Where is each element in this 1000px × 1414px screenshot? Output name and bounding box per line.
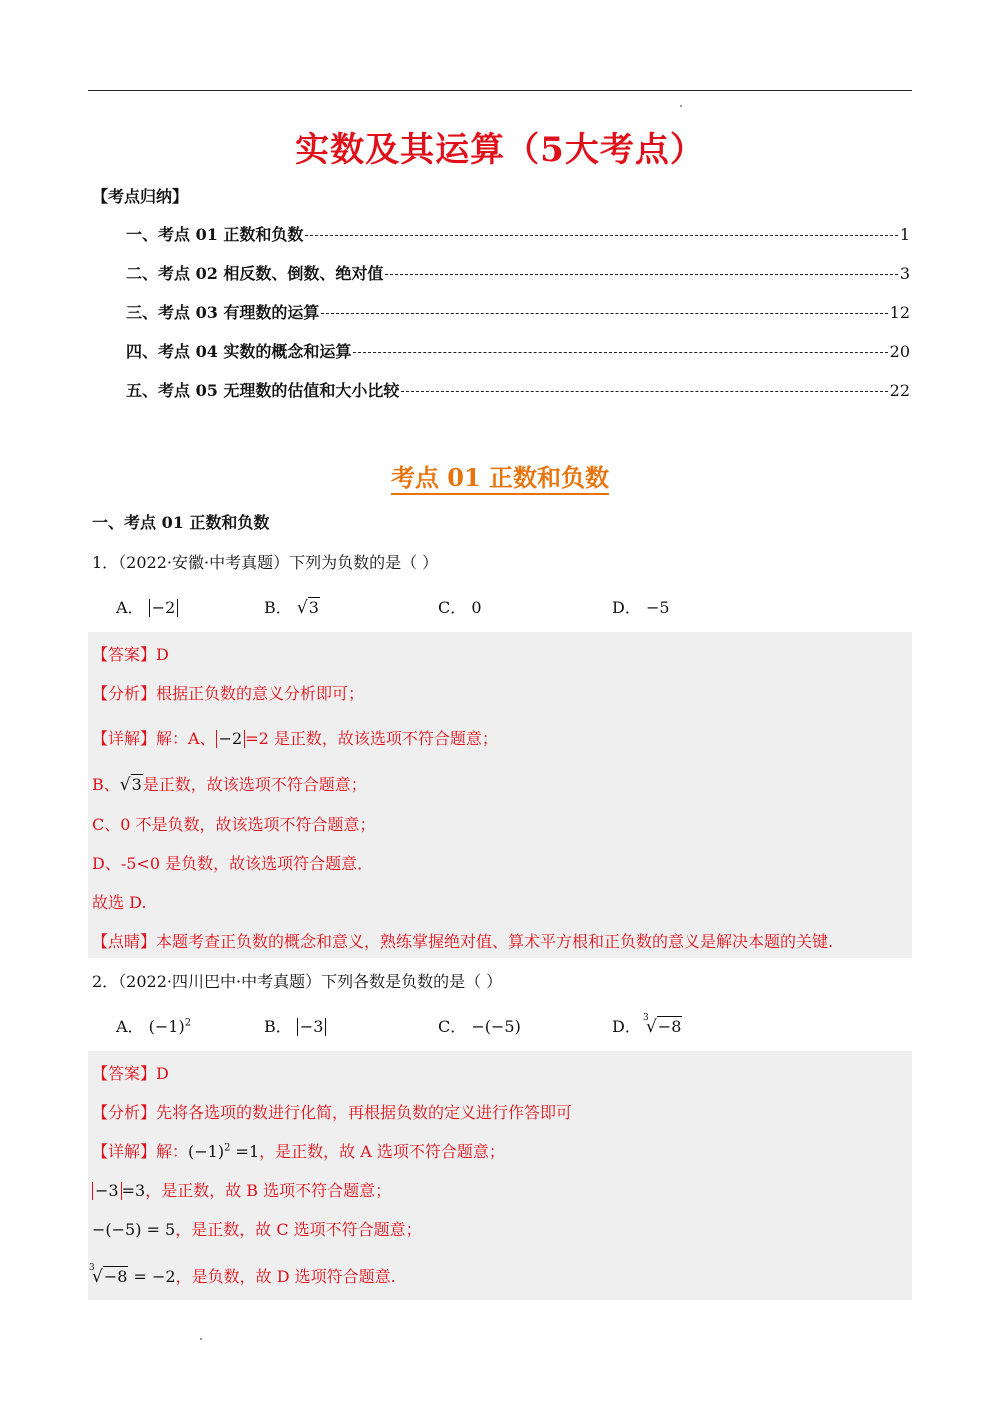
- detail-prefix: 【详解】解：A、: [92, 729, 216, 748]
- q1-detail-a: [92, 726, 498, 749]
- toc-item-page: 1: [899, 225, 910, 244]
- math-expression: −(−5) = 5: [92, 1220, 176, 1239]
- scan-dot: [680, 105, 682, 107]
- math-expression: [188, 1142, 259, 1161]
- math-expression: [89, 1263, 176, 1287]
- root-index: 3: [89, 1263, 95, 1273]
- option-label: C．: [438, 598, 467, 617]
- option-label: B．: [264, 1017, 292, 1036]
- toc-item[interactable]: [126, 261, 910, 285]
- q1-option-b: [264, 595, 320, 618]
- q2-detail-d: [89, 1263, 396, 1287]
- math-result: = −2: [128, 1267, 176, 1286]
- math-result: =1: [230, 1142, 260, 1161]
- detail-prefix: 【详解】解：: [92, 1142, 189, 1161]
- toc-leader: [321, 313, 887, 314]
- header-rule: [88, 90, 912, 91]
- root-argument: −8: [103, 1267, 128, 1286]
- option-value: −2: [149, 599, 179, 617]
- option-exponent: 2: [184, 1017, 192, 1029]
- option-label: D．: [612, 1017, 641, 1036]
- detail-text: ，是正数，故 C 选项不符合题意；: [175, 1220, 422, 1239]
- detail-text: 是正数，故该选项不符合题意；: [142, 775, 367, 794]
- page-title: 实数及其运算（5大考点）: [295, 130, 705, 170]
- toc-item[interactable]: [126, 339, 910, 363]
- option-label: B．: [264, 598, 292, 617]
- detail-text: ，是正数，故 A 选项不符合题意；: [259, 1142, 505, 1161]
- abs-value-expression: −2: [216, 730, 246, 748]
- q1-detail-d: D、-5<0 是负数，故该选项符合题意．: [92, 854, 374, 873]
- option-value: 3: [308, 598, 319, 617]
- root-index: 3: [642, 1013, 649, 1023]
- sqrt-expression: √3: [296, 598, 319, 618]
- q2-option-d: [612, 1014, 682, 1037]
- sqrt-expression: √3: [119, 775, 142, 795]
- q1-comment: 【点睛】本题考查正负数的概念和意义，熟练掌握绝对值、算术平方根和正负数的意义是解决本题的关键.: [92, 932, 834, 951]
- cube-root-expression: 3 √−8: [89, 1263, 128, 1287]
- detail-text: ，是负数，故 D 选项符合题意.: [175, 1267, 396, 1286]
- q2-option-b: [264, 1014, 326, 1037]
- toc-item[interactable]: [126, 300, 910, 324]
- subsection-heading: 一、考点 01 正数和负数: [92, 513, 270, 532]
- q2-detail-a: [92, 1139, 505, 1162]
- option-value: −(−5): [471, 1017, 521, 1036]
- section-heading-text: 考点 01 正数和负数: [391, 463, 609, 495]
- abs-value-expression: −3: [92, 1182, 122, 1200]
- q1-option-d: [612, 595, 670, 618]
- question-2-stem: 2．（2022·四川巴中·中考真题）下列各数是负数的是（ ）: [92, 972, 503, 991]
- option-label: D．: [612, 598, 641, 617]
- toc-leader: [353, 352, 887, 353]
- option-value: −5: [645, 598, 670, 617]
- option-label: C．: [438, 1017, 467, 1036]
- q2-option-a: [116, 1014, 191, 1037]
- toc-item-label: 一、考点 01 正数和负数: [126, 225, 304, 244]
- section-heading: [0, 458, 1000, 493]
- math-expression: [92, 1181, 145, 1200]
- option-value: −3: [297, 1018, 327, 1036]
- q2-detail-b: [92, 1178, 391, 1201]
- q1-option-c: [438, 595, 482, 618]
- q1-analysis: 【分析】根据正负数的意义分析即可；: [92, 684, 365, 703]
- toc-leader: [401, 391, 887, 392]
- cube-root-expression: 3 √−8: [642, 1013, 682, 1037]
- toc-item-label: 五、考点 05 无理数的估值和大小比较: [126, 381, 400, 400]
- scan-dot: [200, 1338, 202, 1340]
- q1-answer: 【答案】D: [92, 645, 169, 664]
- detail-prefix: B、: [92, 775, 120, 794]
- math-result: =3: [121, 1181, 146, 1200]
- toc-item-page: 20: [889, 342, 910, 361]
- option-label: A．: [116, 1017, 144, 1036]
- power-base: (−1): [188, 1142, 225, 1161]
- summary-label: 【考点归纳】: [92, 187, 189, 206]
- option-value: −8: [657, 1017, 682, 1036]
- option-value: 0: [471, 598, 482, 617]
- toc-leader: [305, 235, 897, 236]
- q2-option-c: [438, 1014, 521, 1037]
- toc-item[interactable]: [126, 222, 910, 246]
- power-exponent: 2: [224, 1142, 231, 1154]
- q2-detail-c: [92, 1217, 422, 1240]
- q1-detail-c: C、0 不是负数，故该选项不符合题意；: [92, 815, 376, 834]
- q1-choice: 故选 D.: [92, 893, 147, 912]
- toc-item-label: 三、考点 03 有理数的运算: [126, 303, 320, 322]
- toc-item[interactable]: [126, 378, 910, 402]
- toc-item-label: 二、考点 02 相反数、倒数、绝对值: [126, 264, 384, 283]
- q2-solution-box: [88, 1051, 912, 1300]
- toc-item-label: 四、考点 04 实数的概念和运算: [126, 342, 352, 361]
- question-1-stem: 1．（2022·安徽·中考真题）下列为负数的是（ ）: [92, 553, 439, 572]
- toc-leader: [385, 274, 897, 275]
- toc-item-page: 12: [889, 303, 910, 322]
- detail-text: ，是正数，故 B 选项不符合题意；: [145, 1181, 392, 1200]
- q2-analysis: 【分析】先将各选项的数进行化简，再根据负数的定义进行作答即可: [92, 1103, 573, 1122]
- q1-option-a: [116, 595, 178, 618]
- detail-text: =2 是正数，故该选项不符合题意；: [245, 729, 498, 748]
- option-label: A．: [116, 598, 144, 617]
- q1-detail-b: [92, 772, 367, 795]
- q2-answer: 【答案】D: [92, 1064, 169, 1083]
- sqrt-argument: 3: [131, 775, 142, 794]
- toc-item-page: 22: [889, 381, 910, 400]
- toc-item-page: 3: [899, 264, 910, 283]
- option-value: (−1): [148, 1017, 185, 1036]
